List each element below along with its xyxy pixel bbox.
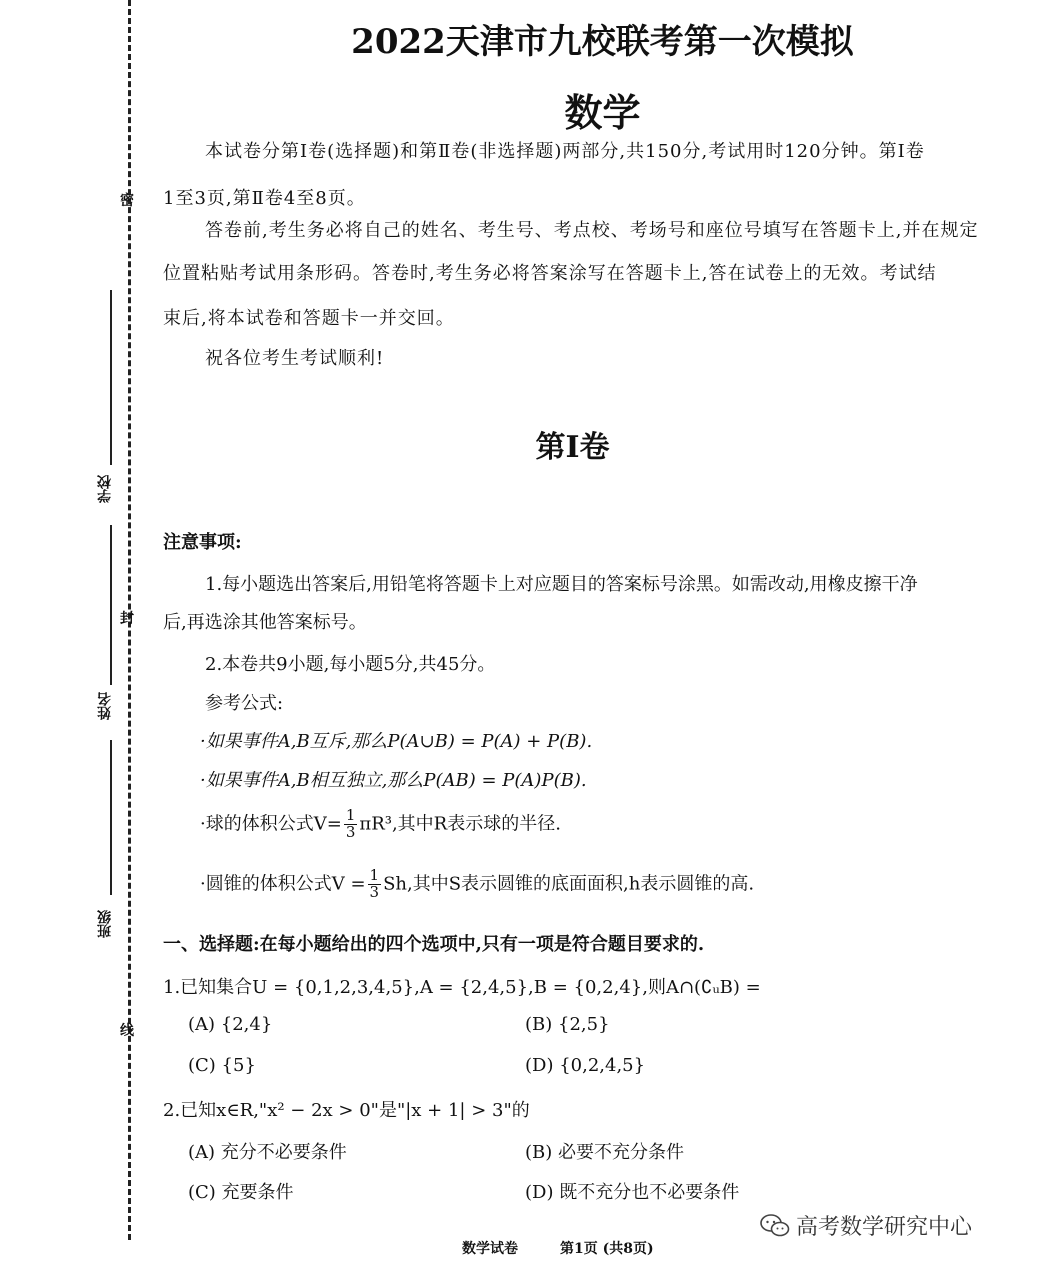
question-2-stem: 2.已知x∈R,"x² − 2x > 0"是"|x + 1| > 3"的	[163, 1100, 530, 1121]
part-one-heading: 一、选择题:在每小题给出的四个选项中,只有一项是符合题目要求的.	[163, 934, 705, 955]
q2-option-d[interactable]: (D) 既不充分也不必要条件	[525, 1182, 740, 1203]
intro-line-3: 答卷前,考生务必将自己的姓名、考生号、考点校、考场号和座位号填写在答题卡上,并在规定	[205, 220, 979, 241]
class-label: 班级	[97, 910, 113, 938]
q2-option-c[interactable]: (C) 充要条件	[188, 1182, 294, 1203]
fraction-denominator: 3	[345, 822, 356, 841]
q2-option-b[interactable]: (B) 必要不充分条件	[525, 1142, 684, 1163]
q1-option-a[interactable]: (A) {2,4}	[188, 1014, 273, 1035]
seal-mark-2: 封	[120, 611, 134, 627]
name-label: 姓名	[97, 692, 113, 720]
note-1-line-2: 后,再选涂其他答案标号。	[163, 612, 367, 633]
formula-independent: ·如果事件A,B相互独立,那么P(AB) = P(A)P(B).	[200, 770, 587, 791]
sphere-formula-prefix: ·球的体积公式V=	[200, 813, 342, 835]
fraction-one-third	[344, 808, 358, 841]
formula-exclusive: ·如果事件A,B互斥,那么P(A∪B) = P(A) + P(B).	[200, 731, 593, 752]
school-label: 学校	[97, 475, 113, 503]
class-line	[110, 740, 112, 895]
cone-formula-suffix: Sh,其中S表示圆锥的底面面积,h表示圆锥的高.	[383, 873, 755, 895]
seal-mark-3: 线	[120, 1023, 134, 1039]
section-title: 第Ⅰ卷	[535, 430, 610, 465]
notes-heading: 注意事项:	[163, 532, 242, 553]
wechat-icon	[760, 1213, 790, 1239]
good-luck-text: 祝各位考生考试顺利!	[205, 348, 385, 369]
exam-title: 2022天津市九校联考第一次模拟	[351, 22, 854, 62]
name-line	[110, 525, 112, 685]
note-2: 2.本卷共9小题,每小题5分,共45分。	[205, 654, 496, 675]
watermark-text: 高考数学研究中心	[796, 1215, 973, 1240]
subject-title: 数学	[564, 90, 641, 135]
q1-option-c[interactable]: (C) {5}	[188, 1055, 256, 1076]
question-1-stem: 1.已知集合U = {0,1,2,3,4,5},A = {2,4,5},B = {0,2,4},则A∩(∁ᵤB) =	[163, 977, 761, 998]
intro-line-2: 1至3页,第Ⅱ卷4至8页。	[163, 188, 366, 209]
footer-subject: 数学试卷	[462, 1241, 518, 1257]
seal-mark-1: 密	[120, 193, 134, 209]
fraction-denominator: 3	[369, 882, 380, 901]
sphere-formula-suffix: πR³,其中R表示球的半径.	[359, 813, 561, 835]
note-1-line-1: 1.每小题选出答案后,用铅笔将答题卡上对应题目的答案标号涂黑。如需改动,用橡皮擦干净	[205, 574, 918, 595]
intro-line-1: 本试卷分第Ⅰ卷(选择题)和第Ⅱ卷(非选择题)两部分,共150分,考试用时120分钟。第Ⅰ卷	[205, 141, 925, 162]
intro-line-4: 位置粘贴考试用条形码。答卷时,考生务必将答案涂写在答题卡上,答在试卷上的无效。考试结	[163, 263, 937, 284]
formula-cone-volume	[200, 868, 754, 901]
intro-line-5: 束后,将本试卷和答题卡一并交回。	[163, 308, 455, 329]
footer-page-number: 第1页 (共8页)	[560, 1241, 654, 1257]
cone-formula-prefix: ·圆锥的体积公式V =	[200, 873, 366, 895]
fraction-numerator: 1	[369, 866, 380, 884]
fraction-one-third	[368, 868, 382, 901]
q1-option-d[interactable]: (D) {0,2,4,5}	[525, 1055, 646, 1076]
formula-sphere-volume	[200, 808, 561, 841]
fraction-numerator: 1	[345, 806, 356, 824]
q2-option-a[interactable]: (A) 充分不必要条件	[188, 1142, 347, 1163]
formula-heading: 参考公式:	[205, 693, 284, 714]
watermark	[760, 1210, 972, 1241]
q1-option-b[interactable]: (B) {2,5}	[525, 1014, 610, 1035]
